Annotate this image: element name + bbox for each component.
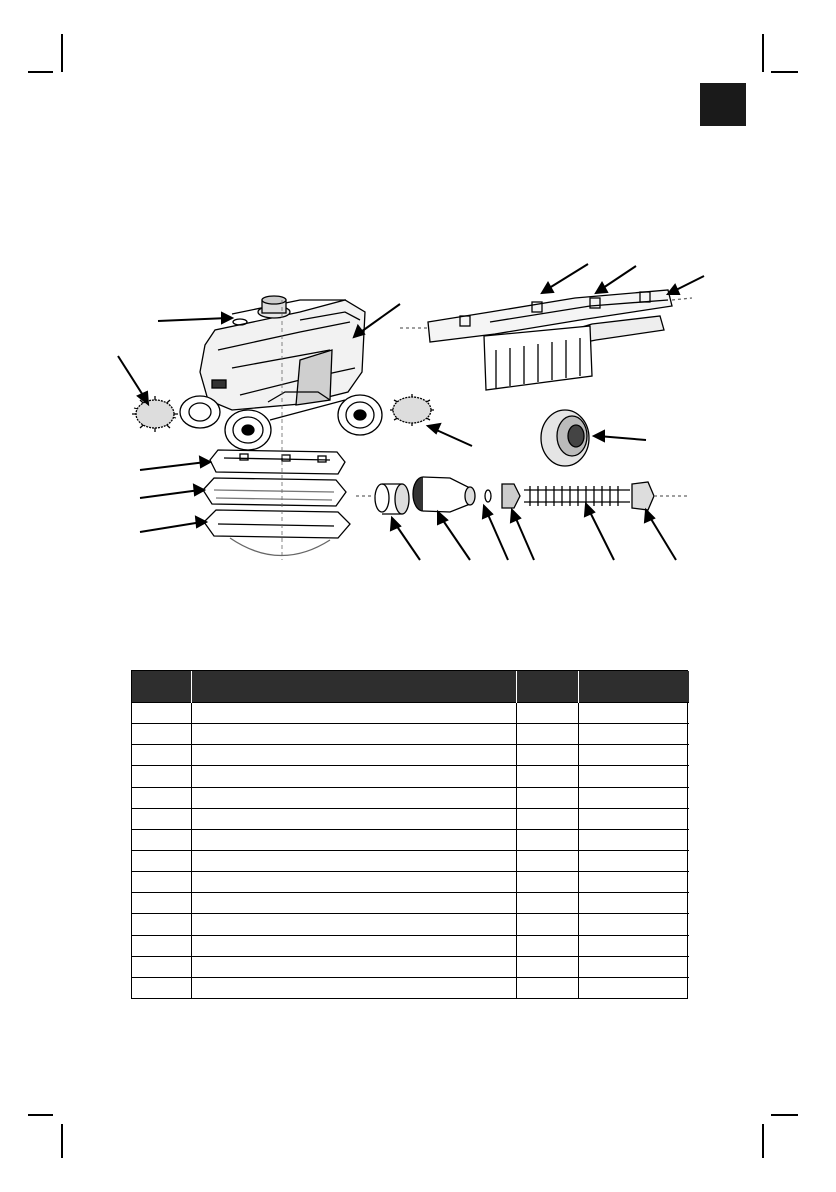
callout-arrow-6 (140, 485, 204, 498)
callout-arrow-10 (668, 276, 704, 294)
table-row (132, 935, 689, 956)
brush-blade-comb (484, 326, 592, 390)
table-row (132, 766, 689, 787)
table-cell (132, 787, 191, 808)
table-cell (132, 766, 191, 787)
callout-arrow-16 (585, 504, 614, 560)
table-cell (578, 766, 689, 787)
brush-right (390, 394, 434, 426)
table-cell (191, 703, 516, 724)
table-header-row (132, 671, 689, 703)
table-cell (191, 724, 516, 745)
table-cell (516, 745, 578, 766)
table-cell (516, 977, 578, 998)
table-cell (132, 703, 191, 724)
table-row (132, 850, 689, 871)
table-cell (132, 745, 191, 766)
table-cell (578, 935, 689, 956)
callout-arrow-1 (158, 313, 232, 323)
table-cell (578, 703, 689, 724)
table-row (132, 977, 689, 998)
table-row (132, 872, 689, 893)
table-row (132, 829, 689, 850)
table-cell (578, 745, 689, 766)
table-cell (578, 977, 689, 998)
table-cell (516, 893, 578, 914)
table-cell (578, 724, 689, 745)
table-cell (191, 956, 516, 977)
callout-arrow-11 (594, 431, 646, 441)
table-cell (516, 829, 578, 850)
table-row (132, 787, 689, 808)
crop-mark-bottom-right-v (762, 1124, 764, 1158)
table-cell (578, 914, 689, 935)
table-row (132, 808, 689, 829)
table-cell (578, 893, 689, 914)
table-cell (191, 745, 516, 766)
header-cell (132, 671, 191, 703)
table-cell (132, 914, 191, 935)
table-cell (191, 893, 516, 914)
table-cell (578, 956, 689, 977)
table-cell (191, 829, 516, 850)
filter-panel (203, 478, 346, 506)
table-row (132, 956, 689, 977)
callout-arrow-7 (140, 517, 206, 532)
table-row (132, 724, 689, 745)
callout-arrow-8 (542, 264, 588, 293)
table-row (132, 703, 689, 724)
table-cell (132, 850, 191, 871)
table-cell (578, 808, 689, 829)
table-cell (191, 977, 516, 998)
table-cell (191, 914, 516, 935)
table-cell (191, 850, 516, 871)
impeller-part (541, 410, 589, 466)
table-cell (191, 808, 516, 829)
table-cell (516, 724, 578, 745)
table-cell (516, 935, 578, 956)
brush-left (132, 396, 178, 432)
table-cell (191, 872, 516, 893)
table-cell (132, 872, 191, 893)
table-cell (132, 956, 191, 977)
callout-arrow-12 (391, 518, 420, 560)
header-cell (516, 671, 578, 703)
header-cell (191, 671, 516, 703)
callout-arrow-14 (483, 506, 508, 560)
parts-table (131, 670, 688, 999)
table-cell (132, 893, 191, 914)
table-cell (578, 872, 689, 893)
table-cell (516, 914, 578, 935)
table-cell (516, 850, 578, 871)
table-cell (516, 956, 578, 977)
table-cell (516, 787, 578, 808)
table-cell (516, 703, 578, 724)
callout-arrow-4 (428, 424, 472, 446)
table-cell (516, 808, 578, 829)
table-cell (132, 977, 191, 998)
table-row (132, 893, 689, 914)
crop-mark-bottom-left-h (28, 1114, 53, 1116)
robot-body (200, 296, 365, 410)
table-cell (191, 935, 516, 956)
crop-mark-bottom-right-h (771, 1114, 798, 1116)
table-cell (132, 829, 191, 850)
table-cell (191, 787, 516, 808)
callout-arrow-3 (118, 356, 148, 404)
callout-arrow-5 (140, 457, 210, 470)
table-cell (578, 829, 689, 850)
table-cell (516, 872, 578, 893)
header-cell (578, 671, 689, 703)
callout-arrow-9 (596, 266, 636, 293)
table-cell (516, 766, 578, 787)
callout-arrow-15 (511, 510, 534, 560)
filter-frame-top (210, 450, 345, 474)
table-cell (132, 808, 191, 829)
crop-mark-bottom-left-v (61, 1124, 63, 1158)
callout-arrow-13 (438, 512, 470, 560)
callout-arrow-17 (645, 510, 676, 560)
table-cell (578, 787, 689, 808)
table-row (132, 914, 689, 935)
table-cell (191, 766, 516, 787)
table-row (132, 745, 689, 766)
table-cell (132, 935, 191, 956)
table-cell (132, 724, 191, 745)
filter-basket (204, 510, 350, 556)
table-cell (578, 850, 689, 871)
hose-assembly (356, 477, 690, 514)
